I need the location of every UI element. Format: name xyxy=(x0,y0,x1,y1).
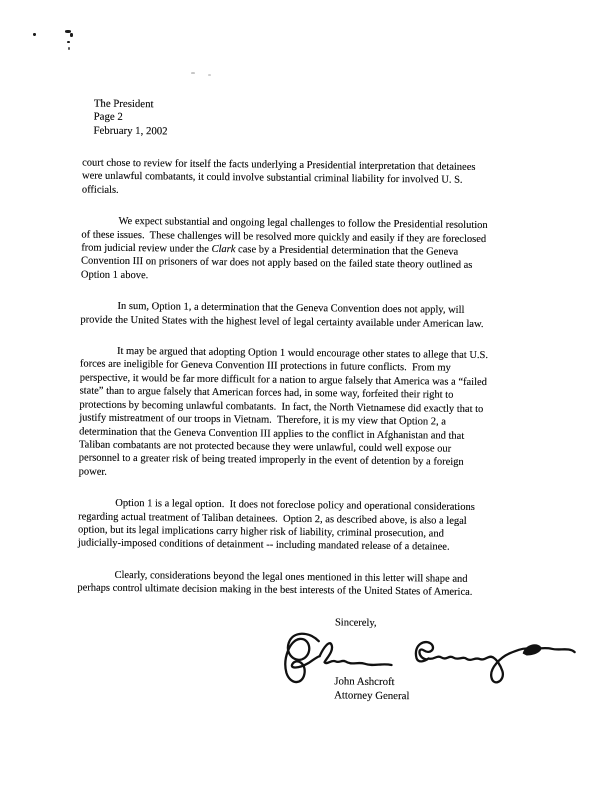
paragraph xyxy=(79,345,489,484)
text-line: option, but its legal implications carry higher risk of liability, criminal prosecution, and xyxy=(77,524,444,540)
signer-name: John Ashcroft xyxy=(334,675,395,689)
valediction: Sincerely, xyxy=(334,616,377,629)
text-line: In sum, Option 1, a determination that the Geneva Convention does not apply, will xyxy=(117,301,465,317)
letter-header xyxy=(93,98,168,139)
paragraph xyxy=(81,215,490,287)
text-line: personnel to a greater risk of being treated improperly in the event of detention by a foreign xyxy=(78,452,464,469)
text-line: from judicial review under the Clark case by a Presidential determination that the Geneva xyxy=(81,242,459,258)
text-line: Clearly, considerations beyond the legal ones mentioned in this letter will shape and xyxy=(114,569,468,585)
text-line: Taliban combatants are not protected because they were unlawful, could well expose our xyxy=(78,439,452,455)
text-line: judicially-imposed conditions of detainment -- including mandated release of a detainee. xyxy=(77,537,450,553)
signer-block xyxy=(334,675,410,703)
signer-title: Attorney General xyxy=(334,688,410,702)
text-line: Option 1 above. xyxy=(80,269,149,282)
page-number-line: Page 2 xyxy=(93,110,123,124)
text-line: regarding actual treatment of Taliban detainees. Option 2, as described above, is also a legal xyxy=(78,510,467,527)
text-line: court chose to review for itself the facts underlying a Presidential interpretation that detainees xyxy=(82,157,476,173)
text-line: provide the United States with the highest level of legal certainty available under American law. xyxy=(80,314,484,330)
text-line: officials. xyxy=(81,184,119,196)
text-line: power. xyxy=(78,466,108,478)
date-line: February 1, 2002 xyxy=(93,124,168,138)
signature-ashcroft xyxy=(278,629,579,694)
text-line: Option 1 is a legal option. It does not foreclose policy and operational considerations xyxy=(115,497,475,514)
letter-body xyxy=(77,156,490,631)
paragraph xyxy=(82,156,490,201)
text-line: It may be argued that adopting Option 1 would encourage other states to allege that U.S. xyxy=(116,345,489,362)
paragraph xyxy=(78,497,487,555)
text-line: protections by becoming unlawful combatants. In fact, the North Vietnamese did exactly that to xyxy=(79,399,484,415)
text-line: state” than to argue falsely that American forces had, in some way, forfeited their right to xyxy=(79,385,454,401)
paragraph xyxy=(77,568,485,599)
text-line: Convention III on prisoners of war does not apply based on the failed state theory outlined as xyxy=(81,255,473,272)
text-line: forces are ineligible for Geneva Convention III protections in future conflicts. From my xyxy=(79,358,451,375)
text-line: justify mistreatment of our troops in Vietnam. Therefore, it is my view that Option 2, a xyxy=(79,412,447,428)
letter-paragraphs xyxy=(77,156,490,599)
text-line: of these issues. These challenges will be resolved more quickly and easily if they are foreclosed xyxy=(81,229,487,245)
text-line: perhaps control ultimate decision making in the best interests of the United States of America. xyxy=(77,582,473,599)
text-line: determination that the Geneva Convention III applies to the conflict in Afghanistan and that xyxy=(79,425,465,442)
recipient-line: The President xyxy=(93,97,154,111)
paragraph xyxy=(80,300,488,331)
text-line: perspective, it would be far more difficult for a nation to argue falsely that America was a “failed xyxy=(79,372,487,388)
text-line: We expect substantial and ongoing legal challenges to follow the Presidential resolution xyxy=(118,216,488,232)
text-line: were unlawful combatants, it could involve substantial criminal liability for involved U. S. xyxy=(81,170,463,187)
